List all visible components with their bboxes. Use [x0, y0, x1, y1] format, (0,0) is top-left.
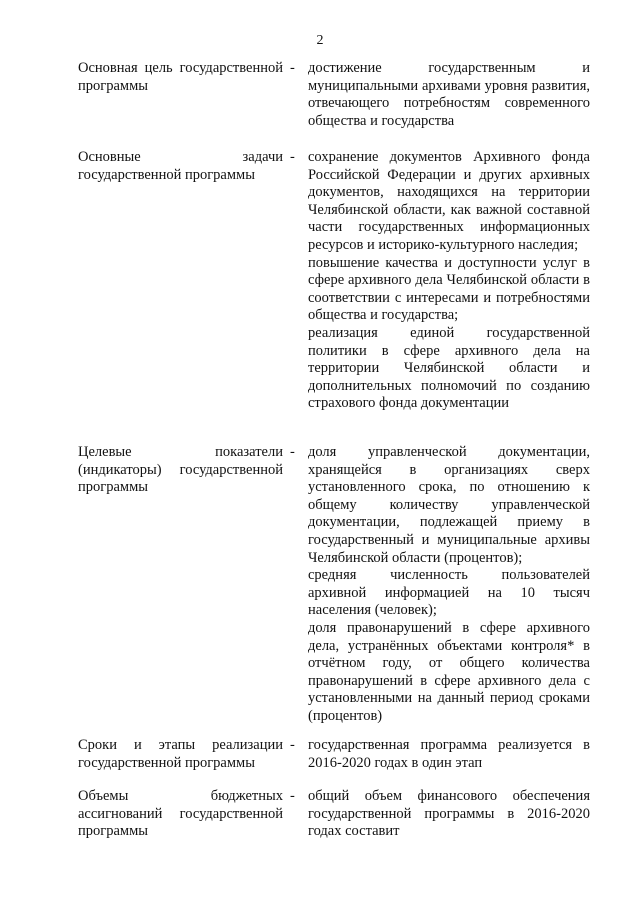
section-label: Основная цель государственной программы — [78, 60, 283, 94]
section-paragraph: достижение государственным и муниципальными архивами уровня развития, отвечающего потребностям современного общества и государства — [308, 60, 590, 129]
section-paragraph: общий объем финансового обеспечения государственной программы в 2016-2020 годах составит — [308, 788, 590, 840]
section-value — [308, 444, 590, 726]
section-value — [308, 737, 590, 772]
section-dash: - — [290, 60, 295, 76]
section-value — [308, 788, 590, 841]
section-value — [308, 60, 590, 130]
section-dash: - — [290, 149, 295, 165]
section-paragraph: средняя численность пользователей архивной информацией на 10 тысяч населения (человек); — [308, 567, 590, 619]
section-label: Основные задачи государственной программы — [78, 149, 283, 183]
section-paragraph: сохранение документов Архивного фонда Российской Федерации и других архивных документов, находящихся на территории Челябинской области, как важной составной части государственных информационных ресурсов и историко-культурного наследия; — [308, 149, 590, 253]
section-paragraph: реализация единой государственной политики в сфере архивного дела на территории Челябинской области и дополнительных полномочий по созданию страхового фонда документации — [308, 324, 590, 412]
section-paragraph: доля правонарушений в сфере архивного дела, устранённых объектами контроля* в отчётном году, от общего количества правонарушений в сфере архивного дела с установленными на данный период сроками (процентов) — [308, 619, 590, 724]
section-dash: - — [290, 737, 295, 753]
section-dash: - — [290, 444, 295, 460]
section-dash: - — [290, 788, 295, 804]
section-paragraph: повышение качества и доступности услуг в сфере архивного дела Челябинской области в соответствии с интересами и потребностями общества и государства; — [308, 254, 590, 324]
section-label: Целевые показатели (индикаторы) государственной программы — [78, 444, 283, 496]
section-label: Сроки и этапы реализации государственной программы — [78, 737, 283, 771]
section-value — [308, 149, 590, 413]
section-paragraph: доля управленческой документации, хранящейся в организациях сверх установленного срока, по отношению к общему количеству управленческой документации, подлежащей приему в государственный и муниципальные архивы Челябинской области (процентов); — [308, 444, 590, 566]
section-label: Объемы бюджетных ассигнований государственной программы — [78, 788, 283, 840]
section-paragraph: государственная программа реализуется в 2016-2020 годах в один этап — [308, 737, 590, 771]
page-number: 2 — [316, 33, 324, 48]
